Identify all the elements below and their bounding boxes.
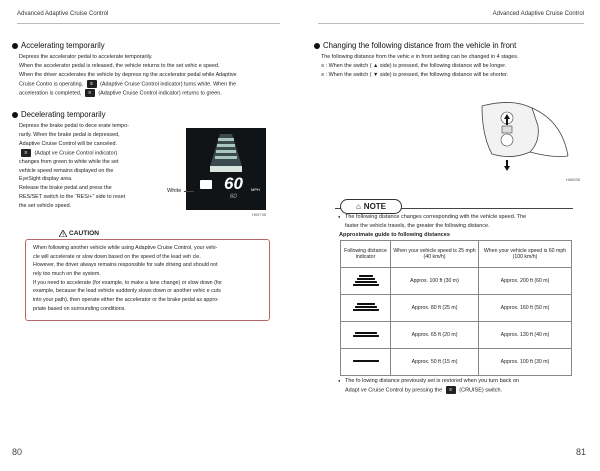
accel-line-2: When the accelerator pedal is released, the vehicle returns to the set vehic e speed. bbox=[19, 63, 220, 70]
bullet-icon bbox=[314, 43, 320, 49]
decel-line: Adaptive Cruise Control will be canceled. bbox=[19, 140, 117, 147]
distance-line-3: ≡ : When the switch ( ▼ side) is pressed, the following distance will be shorter. bbox=[321, 71, 509, 78]
figure-code: H06535 bbox=[566, 177, 581, 182]
decel-line: ≡ (Adapt ve Cruise Control indicator) bbox=[19, 149, 172, 158]
distance-line-1: The following distance from the vehic e in front setting can be changed in 4 stages. bbox=[321, 54, 519, 61]
page-number-right: 81 bbox=[575, 447, 586, 457]
table-row: Approx. 100 ft (30 m) Approx. 200 ft (60 m) bbox=[341, 268, 572, 295]
table-header: Following distance indicator bbox=[341, 241, 391, 268]
table-header: When your vehicle speed is 60 mph (100 km/h) bbox=[479, 241, 572, 268]
display-speed: 60 bbox=[224, 174, 243, 193]
warning-triangle-icon bbox=[59, 230, 67, 237]
display-graphic bbox=[186, 128, 266, 210]
decelerating-section bbox=[12, 110, 172, 210]
accel-line-4: Cruise Contro is operating, ≡ (Adaptive Cruise Control indicator) turns white. When the bbox=[19, 80, 237, 88]
decel-line: RES/SET switch to the “RES/+” side to reset bbox=[19, 193, 126, 200]
distance-longer-icon: ≡ bbox=[321, 63, 325, 70]
decel-line: Release the brake pedal and press the bbox=[19, 185, 112, 192]
display-unit: MPH bbox=[251, 187, 260, 192]
decelerating-heading: Decelerating temporarily bbox=[12, 110, 172, 119]
table-row: Approx. 50 ft (15 m) Approx. 100 ft (30 m) bbox=[341, 349, 572, 376]
bullet-icon bbox=[12, 112, 18, 118]
header-rule-right bbox=[318, 23, 584, 24]
distance-section bbox=[314, 41, 584, 80]
decel-line: vehicle speed remains displayed on the bbox=[19, 167, 114, 174]
table-header: When your vehicle speed is 25 mph (40 km/h) bbox=[391, 241, 479, 268]
figure-code: H00735 bbox=[252, 212, 267, 217]
accel-line-3: When the driver accelerates the vehicle by depress ng the accelerator pedal while Adaptive bbox=[19, 71, 237, 78]
decel-line: Depress the brake pedal to dece erate tempo- bbox=[19, 123, 129, 130]
cruise-switch-icon: ≡ bbox=[446, 386, 456, 394]
accel-line-1: Depress the accelerator pedal to accelerate temporarily. bbox=[19, 54, 153, 61]
white-label: White bbox=[167, 188, 182, 194]
accelerating-heading: Accelerating temporarily bbox=[12, 41, 282, 50]
decel-line: EyeSight display area. bbox=[19, 176, 73, 183]
table-title: Approximate guide to following distances bbox=[339, 232, 450, 238]
eyesight-display-image bbox=[186, 128, 266, 210]
down-triangle-icon: ▼ bbox=[373, 71, 379, 78]
caution-body: When following another vehicle while using Adaptive Cruise Control, your vehi- cle will accelerate or slow down based on the speed of the lead veh cle. However, the driver always remains responsible for safe driving and should not rely too much on the system. If you need to accelerate (for example, to make a lane change) or slow down (for example, because the lead vehicle suddenly slows down or another vehic e cuts into your path), then operate either the accelerator or the brake pedal as appro- priate based on surrounding conditions. bbox=[33, 245, 223, 312]
svg-text:!: ! bbox=[62, 232, 64, 237]
adaptive-cruise-indicator-icon: ≡ bbox=[21, 149, 31, 157]
caution-title: ! CAUTION bbox=[56, 230, 102, 237]
note-tag: ⌂ NOTE bbox=[340, 199, 402, 214]
header-right: Advanced Adaptive Cruise Control bbox=[492, 11, 584, 17]
table-row: Approx. 65 ft (20 m) Approx. 130 ft (40 m) bbox=[341, 322, 572, 349]
decel-line: the set vehicle speed. bbox=[19, 202, 72, 209]
note-end bbox=[338, 377, 572, 395]
accelerating-section bbox=[12, 41, 282, 98]
note-bullet: ● The following distance changes corresponding with the vehicle speed. The faster the vehicle travels, the greater the following distance. bbox=[338, 213, 570, 231]
up-triangle-icon: ▲ bbox=[373, 63, 379, 70]
decel-line: changes from green to white while the set bbox=[19, 158, 119, 165]
distance-4-bars-icon bbox=[352, 274, 380, 287]
page-number-left: 80 bbox=[12, 447, 23, 457]
note-body bbox=[338, 213, 570, 231]
following-distance-table bbox=[340, 240, 572, 376]
table-row: Approx. 80 ft (25 m) Approx. 160 ft (50 m) bbox=[341, 295, 572, 322]
header-left: Advanced Adaptive Cruise Control bbox=[17, 11, 109, 17]
distance-1-bar-icon bbox=[352, 359, 380, 363]
note-bullet: ● The fo lowing distance previously set is restored when you turn back on Adapt ve Cruise Control by pressing the ≡ (CRUISE) switch. bbox=[338, 377, 572, 395]
adaptive-cruise-indicator-icon: ≡ bbox=[85, 89, 95, 97]
display-sub-speed: 60 bbox=[230, 194, 237, 200]
adaptive-cruise-indicator-icon: ≡ bbox=[87, 80, 97, 88]
distance-line-2: ≡ : When the switch ( ▲ side) is pressed, the following distance will be longer. bbox=[321, 63, 507, 70]
decel-line: rarily. When the brake pedal is depressed, bbox=[19, 132, 120, 139]
bullet-icon bbox=[12, 43, 18, 49]
white-leader-line bbox=[184, 191, 194, 192]
distance-heading: Changing the following distance from the vehicle in front bbox=[314, 41, 584, 50]
steering-wheel-switch-image bbox=[472, 96, 572, 176]
distance-2-bars-icon bbox=[352, 331, 380, 338]
note-icon: ⌂ bbox=[355, 202, 361, 211]
accel-line-5: acceleration is completed, ≡ (Adaptive Cruise Control indicator) returns to green. bbox=[19, 89, 222, 97]
header-rule-left bbox=[17, 23, 280, 24]
distance-shorter-icon: ≡ bbox=[321, 71, 325, 78]
distance-3-bars-icon bbox=[352, 302, 380, 312]
